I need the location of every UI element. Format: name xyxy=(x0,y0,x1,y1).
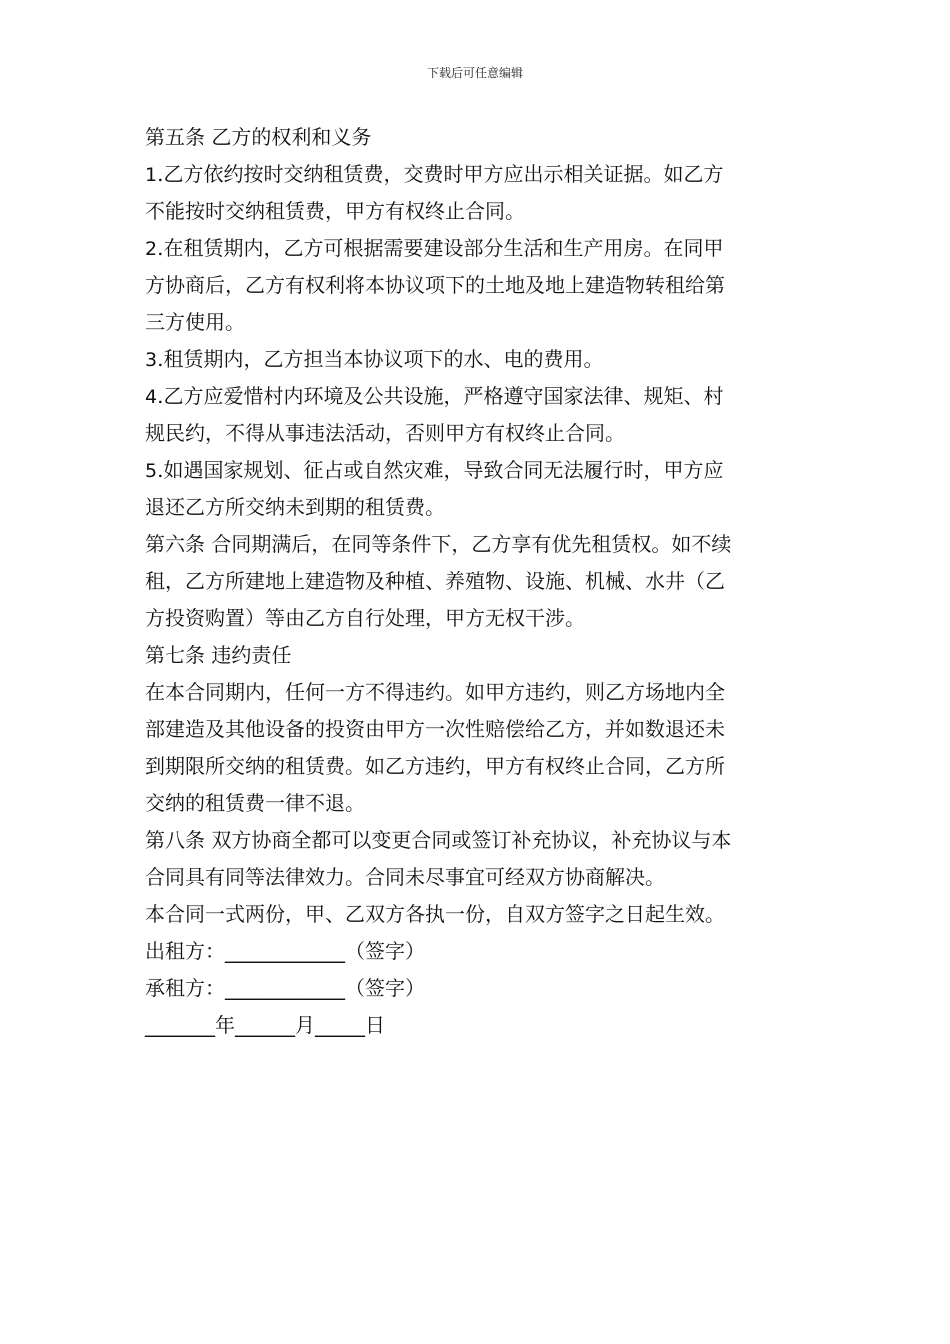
clause-5-5-line-2: 退还乙方所交纳未到期的租赁费。 xyxy=(145,495,445,519)
section-7-line-1: 在本合同期内，任何一方不得违约。如甲方违约，则乙方场地内全 xyxy=(145,680,725,704)
section-6-line-2: 租，乙方所建地上建造物及种植、养殖物、设施、机械、水井（乙 xyxy=(145,569,725,593)
clause-5-4-line-2: 规民约，不得从事违法活动，否则甲方有权终止合同。 xyxy=(145,421,625,445)
lessor-signature-blank: ____________ xyxy=(225,939,345,963)
lessor-label: 出租方： xyxy=(145,939,225,963)
clause-5-2-line-3: 三方使用。 xyxy=(145,310,245,334)
clause-5-3-line-1: 3.租赁期内，乙方担当本协议项下的水、电的费用。 xyxy=(145,347,604,371)
section-8-line-1: 第八条 双方协商全都可以变更合同或签订补充协议，补充协议与本 xyxy=(145,828,732,852)
month-blank: ______ xyxy=(235,1013,295,1037)
section-7-heading: 第七条 违约责任 xyxy=(145,643,292,667)
lessee-signature-line xyxy=(145,970,810,1007)
clause-5-1-line-2: 不能按时交纳租赁费，甲方有权终止合同。 xyxy=(145,199,525,223)
section-7-line-2: 部建造及其他设备的投资由甲方一次性赔偿给乙方，并如数退还未 xyxy=(145,717,725,741)
clause-5-2-line-2: 方协商后，乙方有权利将本协议项下的土地及地上建造物转租给第 xyxy=(145,273,725,297)
section-6-line-3: 方投资购置）等由乙方自行处理，甲方无权干涉。 xyxy=(145,606,585,630)
date-line xyxy=(145,1007,810,1044)
page-header-note: 下载后可任意编辑 xyxy=(426,66,523,80)
lessee-label: 承租方： xyxy=(145,976,225,1000)
clause-5-5-line-1: 5.如遇国家规划、征占或自然灾难，导致合同无法履行时，甲方应 xyxy=(145,458,724,482)
section-8-line-2: 合同具有同等法律效力。合同未尽事宜可经双方协商解决。 xyxy=(145,865,665,889)
year-label: 年 xyxy=(215,1013,235,1037)
clause-5-1-line-1: 1.乙方依约按时交纳租赁费，交费时甲方应出示相关证据。如乙方 xyxy=(145,162,724,186)
clause-5-2-line-1: 2.在租赁期内，乙方可根据需要建设部分生活和生产用房。在同甲 xyxy=(145,236,724,260)
section-5-heading: 第五条 乙方的权利和义务 xyxy=(145,125,372,149)
lessor-signature-line xyxy=(145,933,810,970)
lessee-signature-blank: ____________ xyxy=(225,976,345,1000)
lessee-sign-suffix: （签字） xyxy=(345,976,425,1000)
clause-5-4-line-1: 4.乙方应爱惜村内环境及公共设施，严格遵守国家法律、规矩、村 xyxy=(145,384,724,408)
document-body xyxy=(145,119,810,1044)
section-6-line-1: 第六条 合同期满后，在同等条件下，乙方享有优先租赁权。如不续 xyxy=(145,532,732,556)
section-7-line-3: 到期限所交纳的租赁费。如乙方违约，甲方有权终止合同，乙方所 xyxy=(145,754,725,778)
month-label: 月 xyxy=(295,1013,315,1037)
year-blank: _______ xyxy=(145,1013,215,1037)
day-blank: _____ xyxy=(315,1013,365,1037)
day-label: 日 xyxy=(365,1013,385,1037)
lessor-sign-suffix: （签字） xyxy=(345,939,425,963)
effective-clause: 本合同一式两份，甲、乙双方各执一份，自双方签字之日起生效。 xyxy=(145,902,725,926)
section-7-line-4: 交纳的租赁费一律不退。 xyxy=(145,791,365,815)
